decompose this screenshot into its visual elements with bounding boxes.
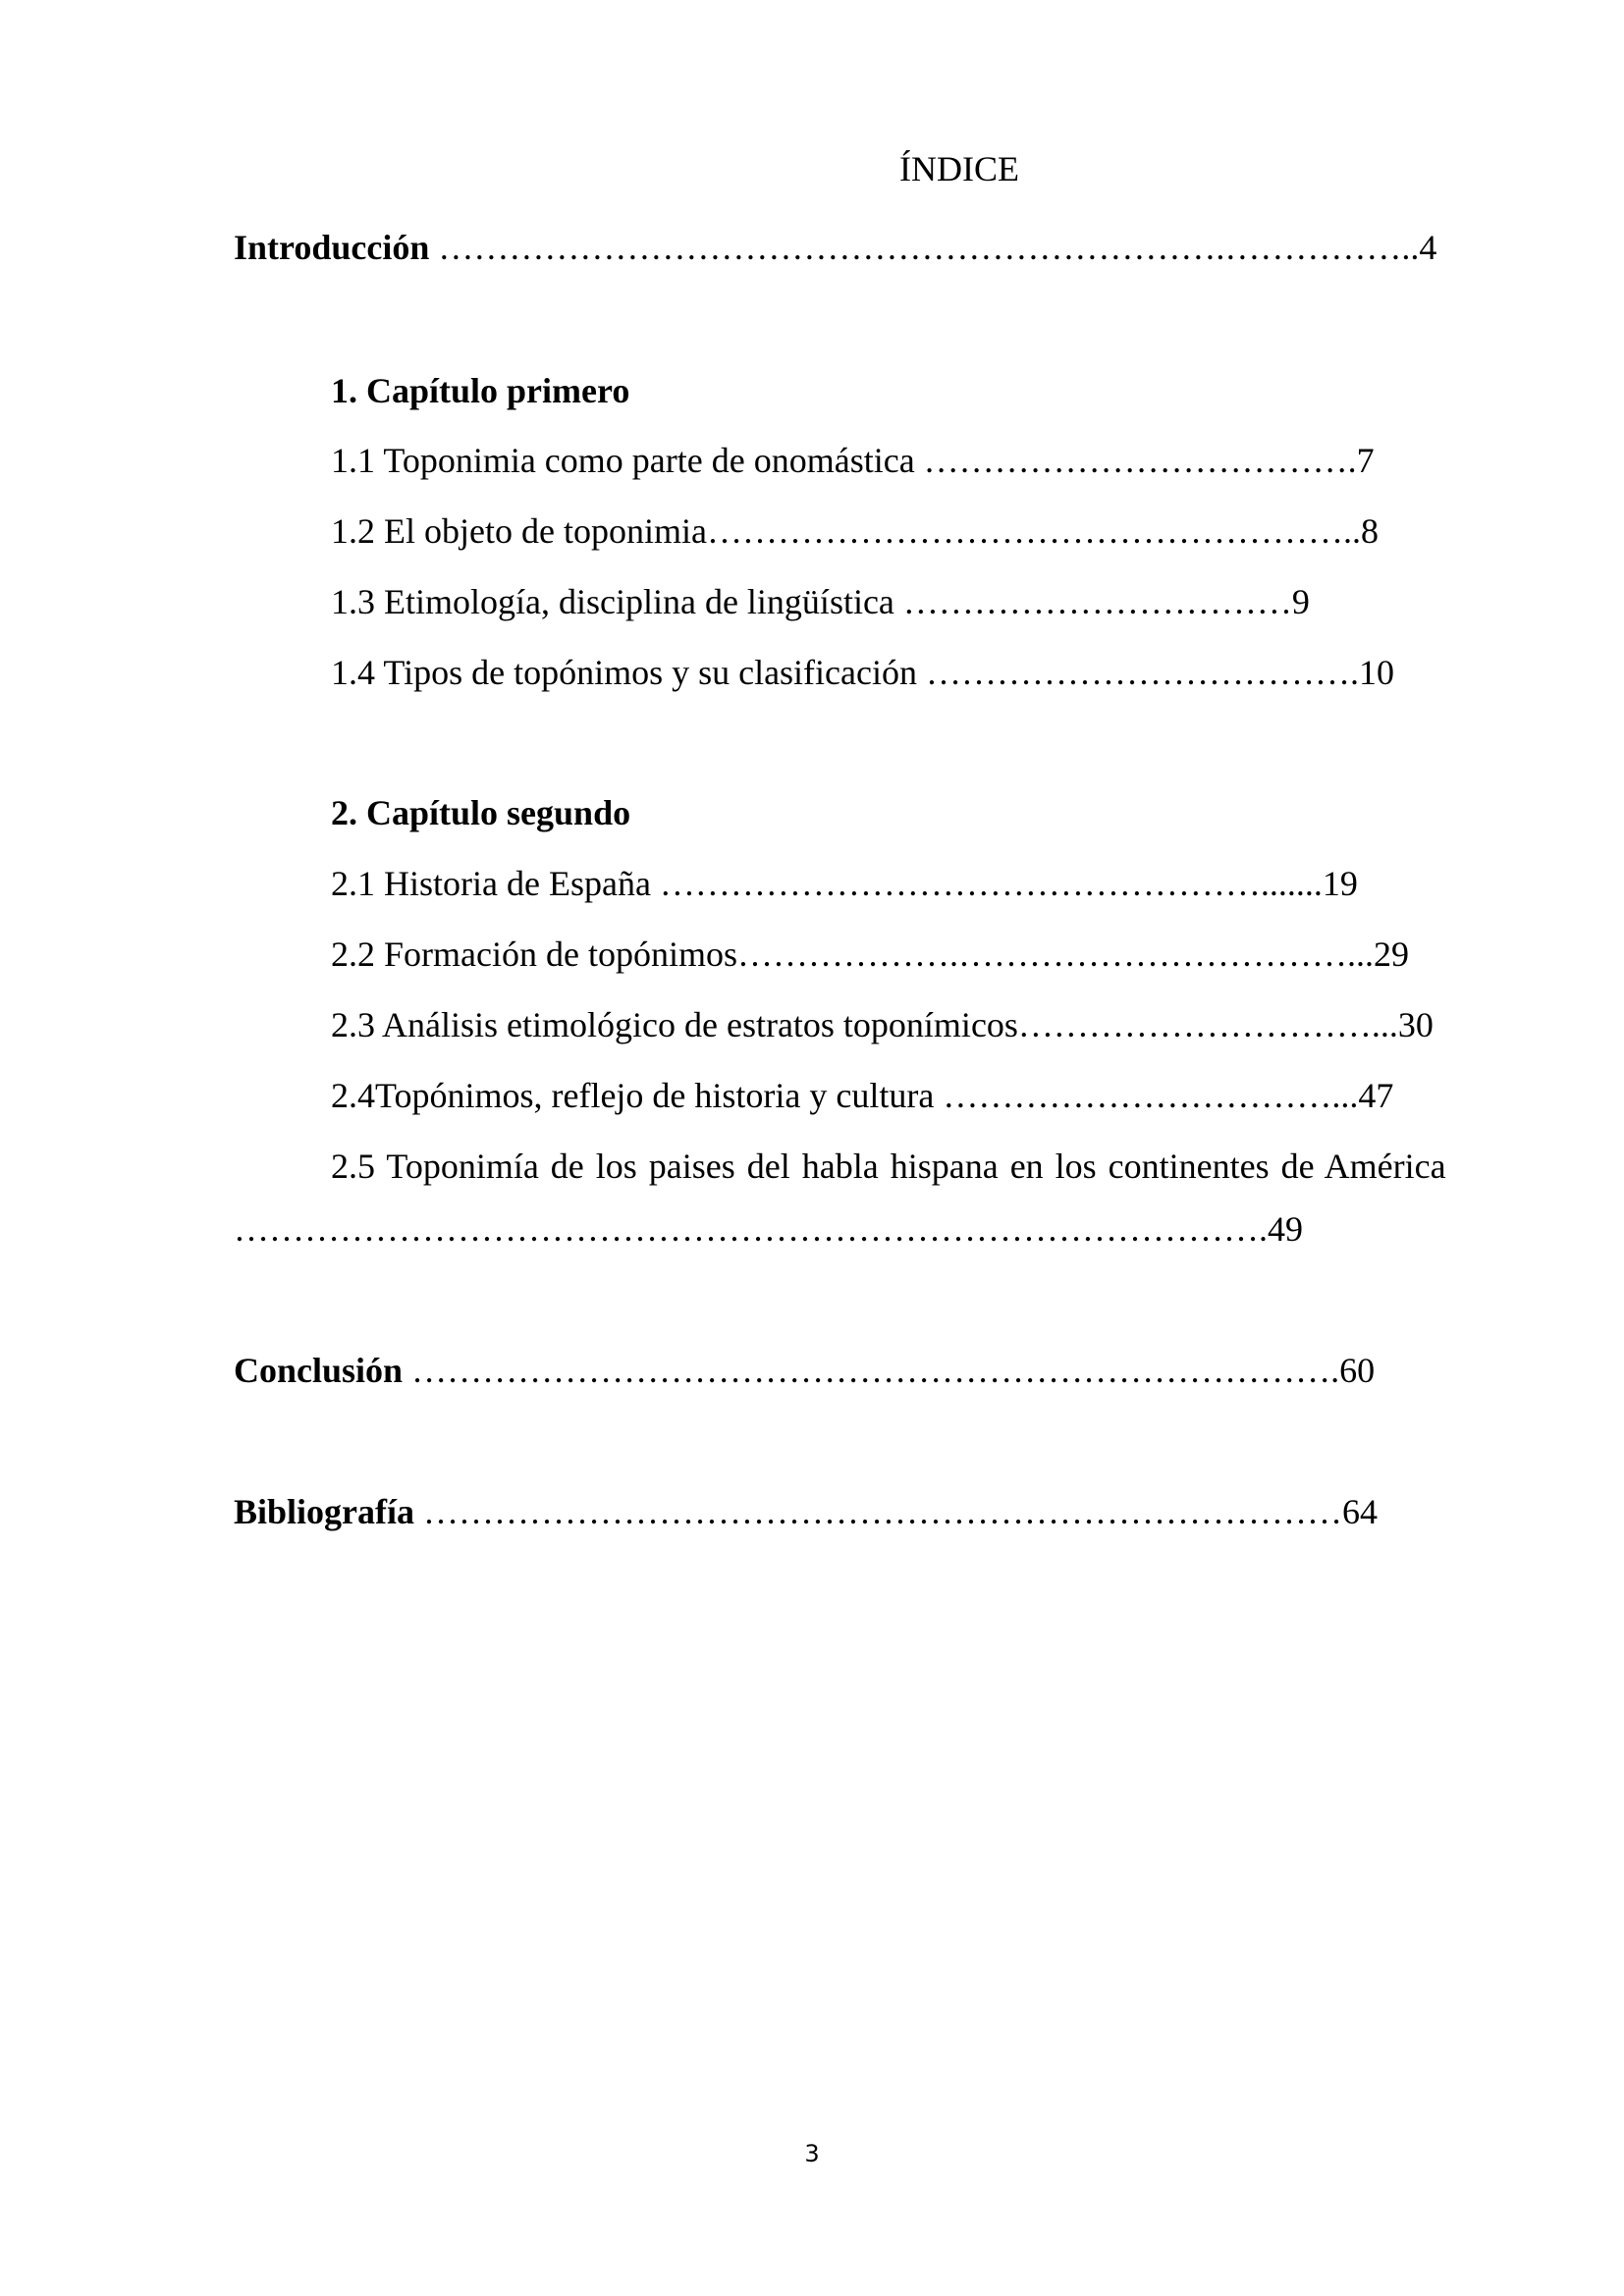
document-title: ÍNDICE xyxy=(899,149,1019,188)
toc-entry-bibliografia xyxy=(234,1492,1378,1531)
toc-entry-2-1: 2.1 Historia de España …………………………………………….......19 xyxy=(331,864,1358,903)
toc-entry-2-3: 2.3 Análisis etimológico de estratos toponímicos…………………………...30 xyxy=(331,1005,1434,1044)
toc-chapter-2-heading: 2. Capítulo segundo xyxy=(331,793,631,832)
toc-entry-2-2: 2.2 Formación de topónimos……………….……………………………...29 xyxy=(331,934,1409,974)
toc-entry-2-4: 2.4Topónimos, reflejo de historia y cultura ……………………………...47 xyxy=(331,1076,1394,1115)
toc-entry-introduccion xyxy=(234,228,1436,267)
toc-entry-2-5-leader: …………………………………………………………………………….49 xyxy=(234,1209,1303,1249)
toc-entry-2-5: 2.5 Toponimía de los paises del habla hispana en los continentes de América xyxy=(331,1147,1446,1186)
toc-entry-1-4: 1.4 Tipos de topónimos y su clasificación ……………………………….10 xyxy=(331,653,1394,692)
toc-entry-1-3: 1.3 Etimología, disciplina de lingüística ……………………………9 xyxy=(331,582,1310,621)
toc-entry-1-2: 1.2 El objeto de toponimia………………………………………………..8 xyxy=(331,511,1379,551)
toc-leader: …………………………………………………………………….60 xyxy=(403,1351,1376,1390)
toc-leader: ………………………………………………………….……………..4 xyxy=(429,228,1437,267)
toc-entry-1-1: 1.1 Toponimia como parte de onomástica ……………………………….7 xyxy=(331,441,1375,480)
toc-label: Bibliografía xyxy=(234,1492,415,1531)
toc-label: Introducción xyxy=(234,228,430,267)
toc-chapter-1-heading: 1. Capítulo primero xyxy=(331,371,630,410)
page-number: 3 xyxy=(804,2140,820,2167)
toc-leader: ……………………………………………………………………64 xyxy=(414,1492,1379,1531)
toc-label: Conclusión xyxy=(234,1351,404,1390)
toc-entry-conclusion xyxy=(234,1351,1375,1390)
